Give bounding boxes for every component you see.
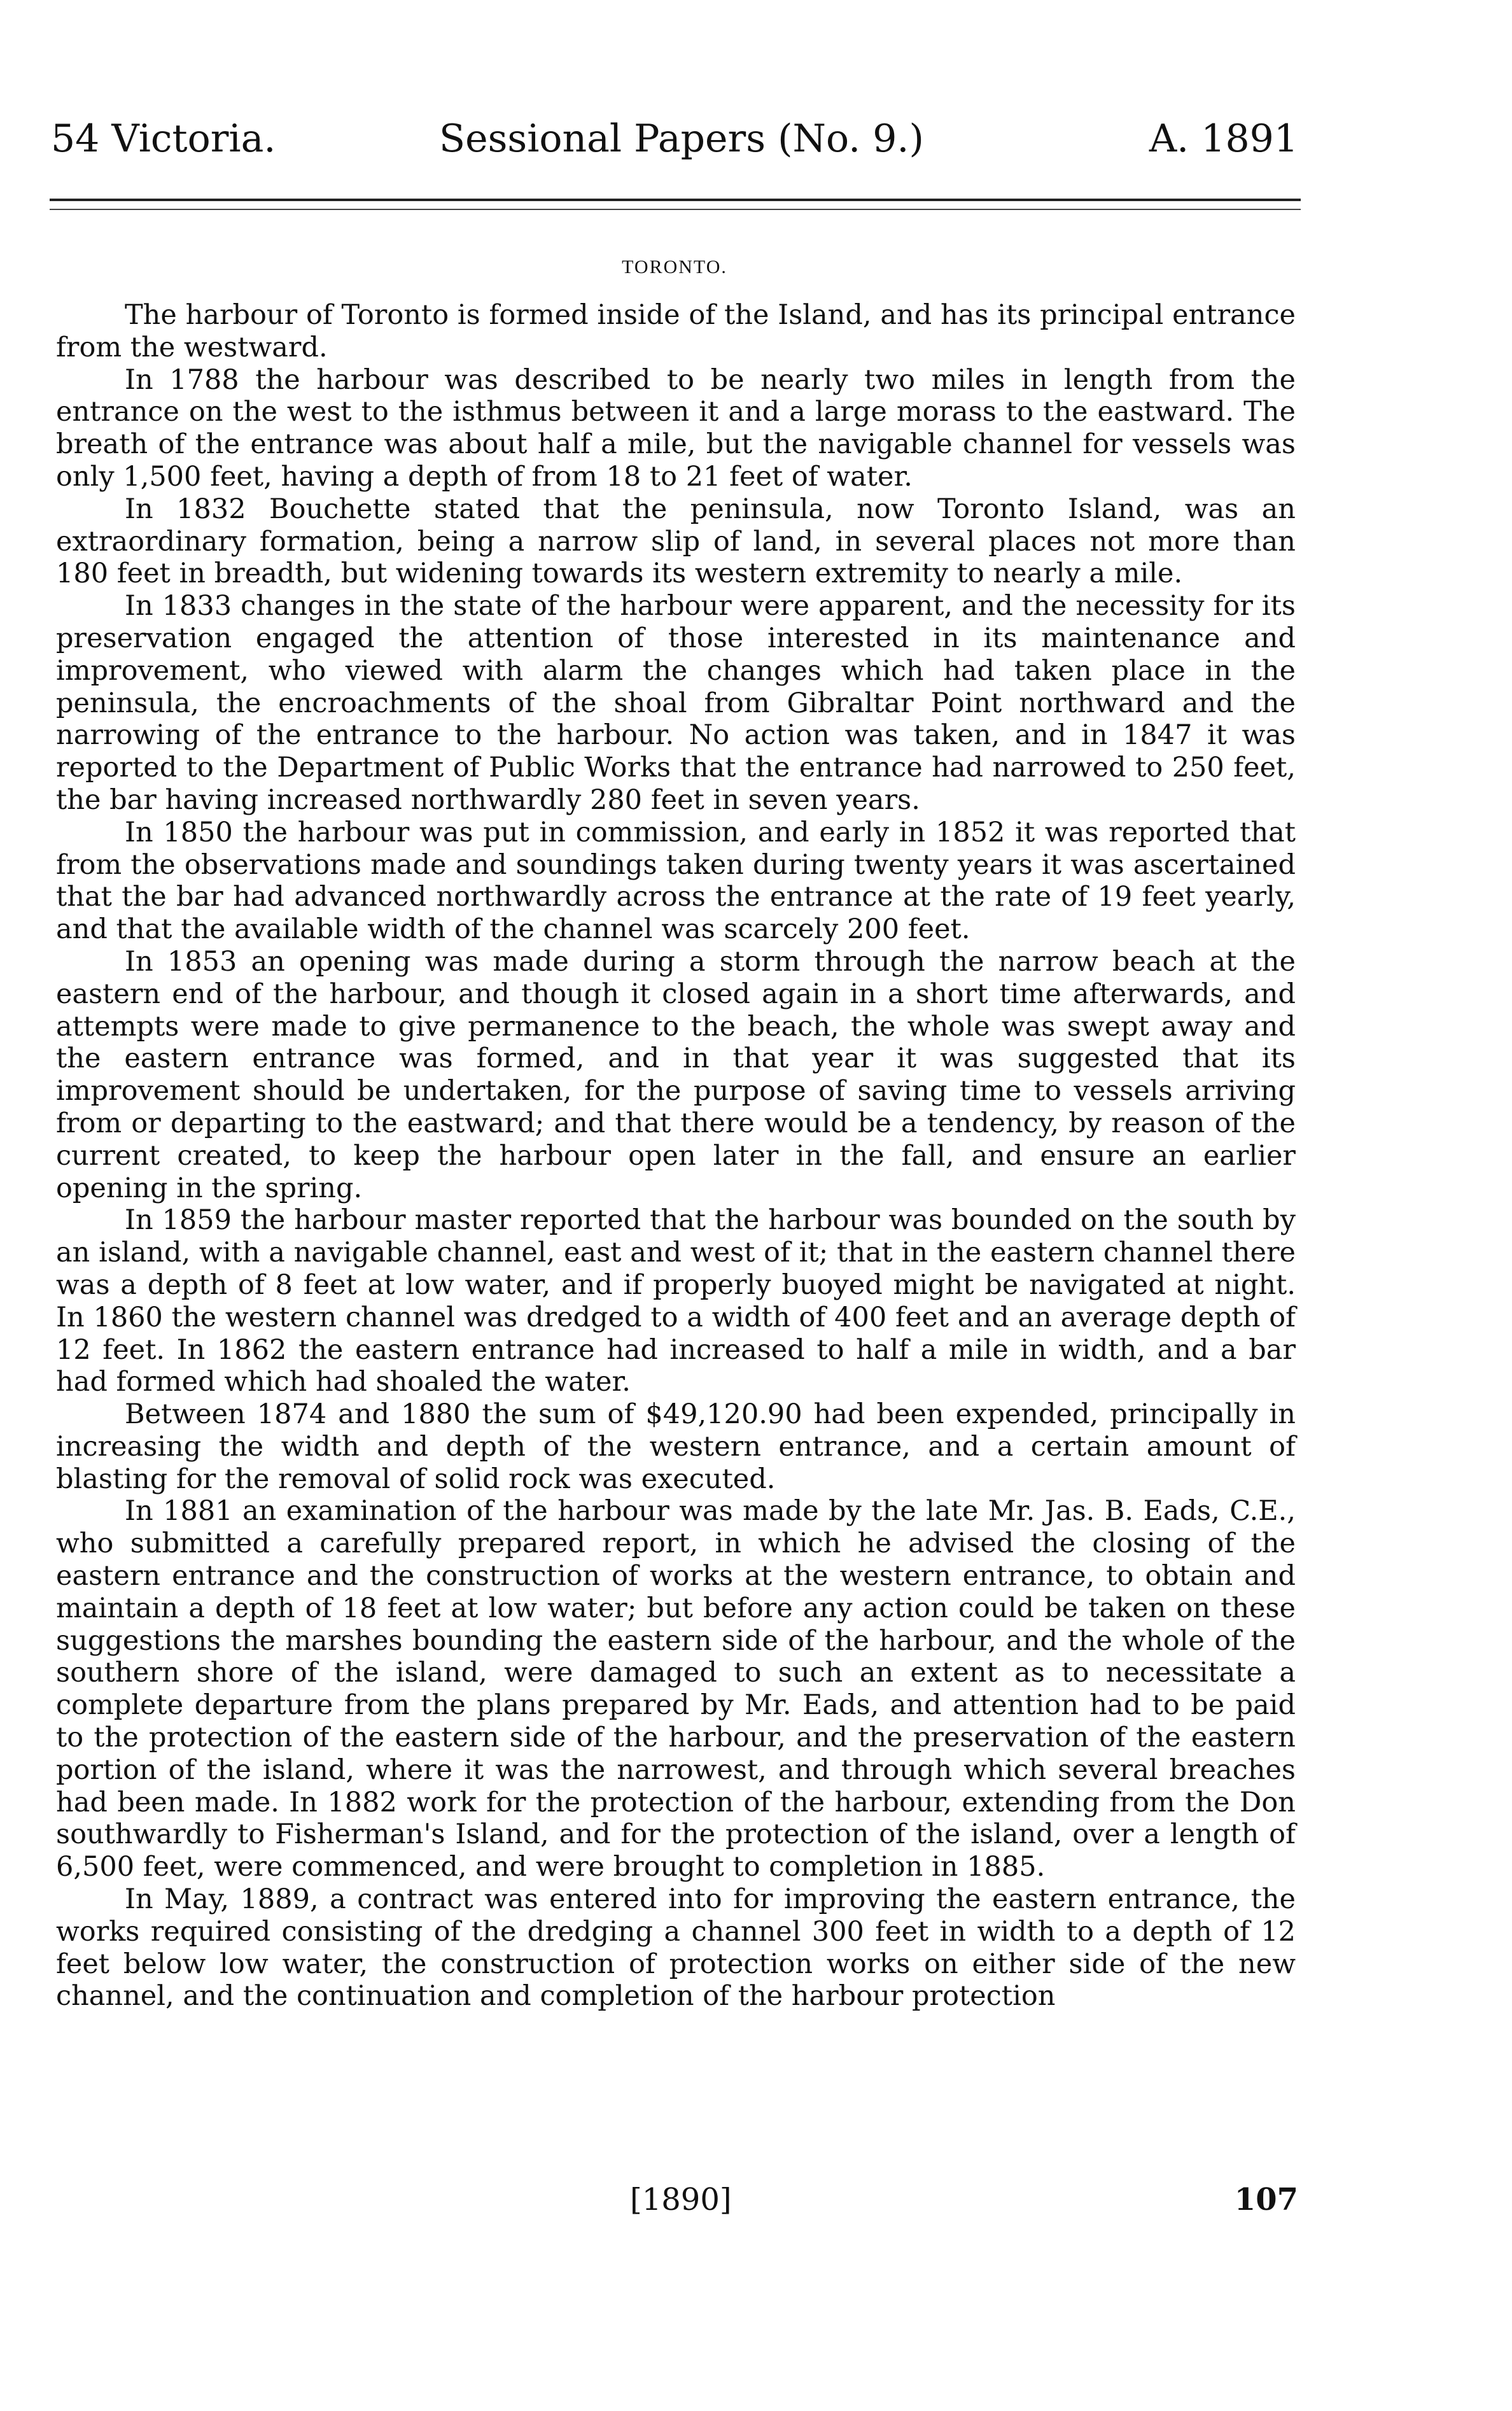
paragraph: Between 1874 and 1880 the sum of $49,120.90 had been expended, principally in increasing the width and depth of the western entrance, and a certain amount of blasting for the removal of solid rock was executed. [56, 1398, 1296, 1495]
body-text [56, 299, 1296, 2013]
paragraph: In 1859 the harbour master reported that the harbour was bounded on the south by an island, with a navigable channel, east and west of it; that in the eastern channel there was a depth of 8 feet at low water, and if properly buoyed might be navigated at night. In 1860 the western channel was dredged to a width of 400 feet and an average depth of 12 feet. In 1862 the eastern entrance had increased to half a mile in width, and a bar had formed which had shoaled the water. [56, 1204, 1296, 1398]
page-number: 107 [1234, 2182, 1298, 2218]
section-title: TORONTO. [622, 257, 727, 278]
header-rule-thick [50, 199, 1301, 201]
header-volume: 54 Victoria. [51, 116, 276, 161]
paragraph: In May, 1889, a contract was entered into for improving the eastern entrance, the works required consisting of the dredging a channel 300 feet in width to a depth of 12 feet below low water, the construction of protection works on either side of the new channel, and the continuation and completion of the harbour protection [56, 1883, 1296, 2013]
paragraph: In 1832 Bouchette stated that the peninsula, now Toronto Island, was an extraordinary formation, being a narrow slip of land, in several places not more than 180 feet in breadth, but widening towards its western extremity to nearly a mile. [56, 493, 1296, 590]
running-head [51, 113, 1298, 171]
printer-signature: [1890] [630, 2182, 732, 2218]
header-rule-thin [50, 209, 1301, 210]
header-year: A. 1891 [1149, 116, 1298, 161]
paragraph: In 1788 the harbour was described to be nearly two miles in length from the entrance on the west to the isthmus between it and a large morass to the eastward. The breath of the entrance was about half a mile, but the navigable channel for vessels was only 1,500 feet, having a depth of from 18 to 21 feet of water. [56, 363, 1296, 493]
paragraph: The harbour of Toronto is formed inside of the Island, and has its principal entrance from the westward. [56, 299, 1296, 363]
header-series-title: Sessional Papers (No. 9.) [439, 116, 924, 161]
paragraph: In 1853 an opening was made during a storm through the narrow beach at the eastern end of the harbour, and though it closed again in a short time afterwards, and attempts were made to give permanence to the beach, the whole was swept away and the eastern entrance was formed, and in that year it was suggested that its improvement should be undertaken, for the purpose of saving time to vessels arriving from or departing to the eastward; and that there would be a tendency, by reason of the current created, to keep the harbour open later in the fall, and ensure an earlier opening in the spring. [56, 945, 1296, 1204]
paragraph: In 1850 the harbour was put in commission, and early in 1852 it was reported that from the observations made and soundings taken during twenty years it was ascertained that the bar had advanced northwardly across the entrance at the rate of 19 feet yearly, and that the available width of the channel was scarcely 200 feet. [56, 816, 1296, 946]
paragraph: In 1833 changes in the state of the harbour were apparent, and the necessity for its preservation engaged the attention of those interested in its maintenance and improvement, who viewed with alarm the changes which had taken place in the peninsula, the encroachments of the shoal from Gibraltar Point northward and the narrowing of the entrance to the harbour. No action was taken, and in 1847 it was reported to the Department of Public Works that the entrance had narrowed to 250 feet, the bar having increased northwardly 280 feet in seven years. [56, 590, 1296, 816]
paragraph: In 1881 an examination of the harbour was made by the late Mr. Jas. B. Eads, C.E., who submitted a carefully prepared report, in which he advised the closing of the eastern entrance and the construction of works at the western entrance, to obtain and maintain a depth of 18 feet at low water; but before any action could be taken on these suggestions the marshes bounding the eastern side of the harbour, and the whole of the southern shore of the island, were damaged to such an extent as to necessitate a complete departure from the plans prepared by Mr. Eads, and attention had to be paid to the protection of the eastern side of the harbour, and the preservation of the eastern portion of the island, where it was the narrowest, and through which several breaches had been made. In 1882 work for the protection of the harbour, extending from the Don southwardly to Fisherman's Island, and for the protection of the island, over a length of 6,500 feet, were commenced, and were brought to completion in 1885. [56, 1495, 1296, 1883]
page-footer [51, 2181, 1298, 2225]
